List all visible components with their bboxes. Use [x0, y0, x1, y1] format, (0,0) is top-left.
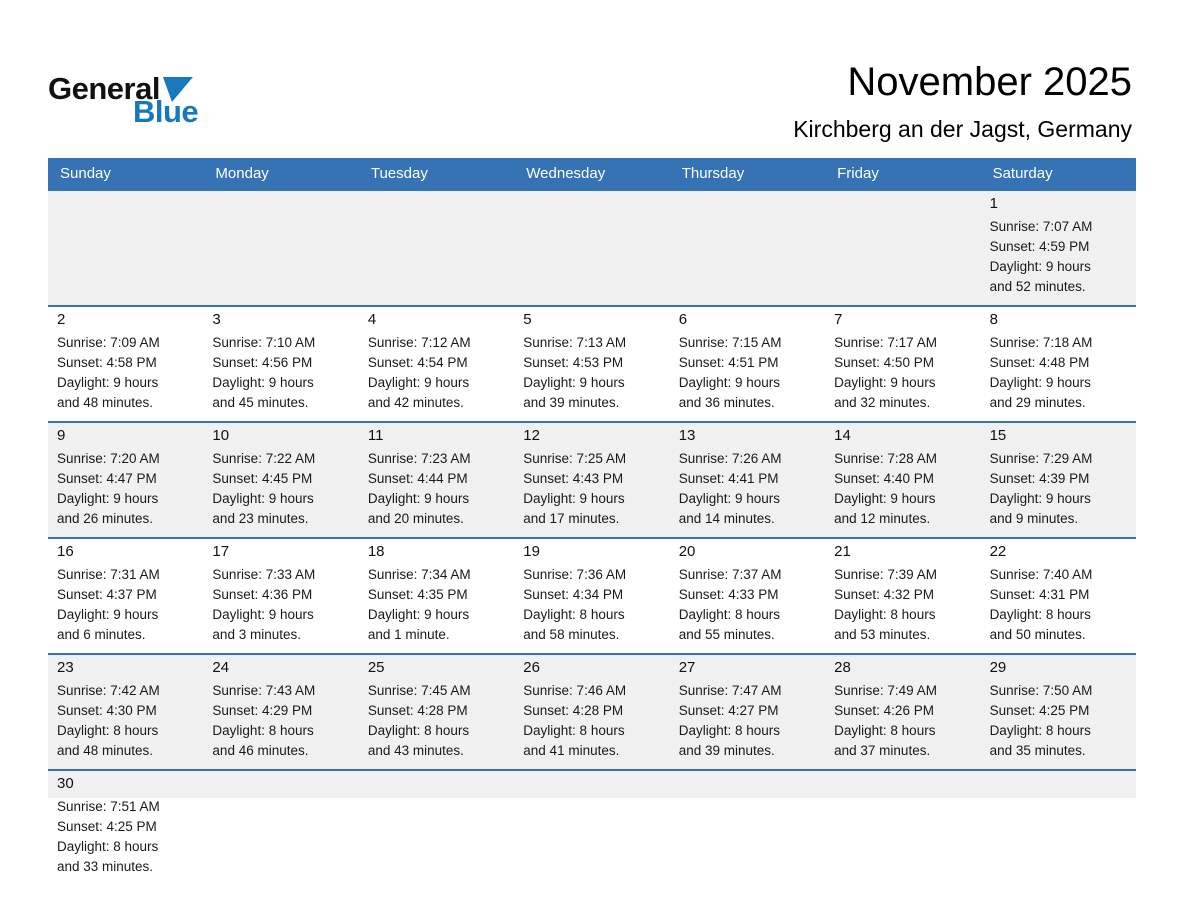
- day-number: 28: [834, 659, 851, 676]
- daylight-text-line2: and 3 minutes.: [212, 627, 301, 642]
- sunrise-text: Sunrise: 7:22 AM: [212, 451, 316, 466]
- empty-cell: [825, 771, 980, 893]
- daylight-text-line2: and 17 minutes.: [523, 511, 620, 526]
- day-number: 10: [212, 427, 230, 444]
- daylight-text-line2: and 45 minutes.: [212, 395, 309, 410]
- day-cell-19: [514, 539, 669, 653]
- empty-cell: [359, 191, 514, 305]
- day-number: 19: [523, 543, 540, 560]
- sunrise-text: Sunrise: 7:45 AM: [367, 683, 471, 698]
- daylight-text-line2: and 6 minutes.: [57, 627, 146, 642]
- day-cell-16: [48, 539, 203, 653]
- sunset-text: Sunset: 4:37 PM: [57, 587, 157, 602]
- day-number: 24: [212, 659, 230, 676]
- day-number: 12: [523, 427, 540, 444]
- sunset-text: Sunset: 4:53 PM: [523, 355, 624, 370]
- daylight-text-line1: Daylight: 8 hours: [989, 607, 1091, 622]
- sunset-text: Sunset: 4:36 PM: [212, 587, 313, 602]
- day-number: 27: [678, 659, 696, 676]
- daylight-text-line2: and 14 minutes.: [678, 511, 775, 526]
- day-cell-20: [670, 539, 825, 653]
- daylight-text-line1: Daylight: 9 hours: [57, 375, 159, 390]
- sunset-text: Sunset: 4:48 PM: [989, 355, 1090, 370]
- daylight-text-line1: Daylight: 8 hours: [678, 723, 781, 738]
- daylight-text-line1: Daylight: 9 hours: [989, 259, 1091, 274]
- sunrise-text: Sunrise: 7:47 AM: [678, 683, 782, 698]
- day-number: 29: [989, 659, 1007, 676]
- sunset-text: Sunset: 4:41 PM: [678, 471, 779, 486]
- daylight-text-line1: Daylight: 9 hours: [212, 607, 314, 622]
- sunrise-text: Sunrise: 7:28 AM: [834, 451, 937, 466]
- sunset-text: Sunset: 4:59 PM: [989, 239, 1090, 254]
- day-number: 20: [678, 543, 696, 560]
- daylight-text-line2: and 26 minutes.: [57, 511, 154, 526]
- day-number: 8: [989, 311, 998, 328]
- sunrise-text: Sunrise: 7:40 AM: [989, 567, 1093, 582]
- daylight-text-line1: Daylight: 9 hours: [989, 491, 1091, 506]
- empty-cell: [48, 191, 203, 305]
- daylight-text-line2: and 50 minutes.: [989, 627, 1086, 642]
- daylight-text-line2: and 55 minutes.: [678, 627, 775, 642]
- empty-cell: [203, 191, 358, 305]
- daylight-text-line1: Daylight: 9 hours: [523, 375, 625, 390]
- daylight-text-line1: Daylight: 9 hours: [834, 375, 936, 390]
- day-cell-24: [203, 655, 358, 769]
- day-cell-18: [359, 539, 514, 653]
- sunrise-text: Sunrise: 7:23 AM: [367, 451, 471, 466]
- daylight-text-line2: and 37 minutes.: [834, 743, 931, 758]
- sunset-text: Sunset: 4:30 PM: [57, 703, 157, 718]
- sunrise-text: Sunrise: 7:18 AM: [989, 335, 1093, 350]
- sunrise-text: Sunrise: 7:20 AM: [57, 451, 160, 466]
- daylight-text-line1: Daylight: 8 hours: [523, 607, 625, 622]
- week-row-6: [48, 769, 1136, 893]
- sunset-text: Sunset: 4:54 PM: [367, 355, 468, 370]
- daylight-text-line1: Daylight: 8 hours: [57, 839, 159, 854]
- empty-cell: [670, 191, 825, 305]
- weekday-sunday: Sunday: [60, 165, 111, 182]
- day-cell-26: [514, 655, 669, 769]
- day-number: 21: [834, 543, 851, 560]
- daylight-text-line2: and 32 minutes.: [834, 395, 931, 410]
- sunrise-text: Sunrise: 7:51 AM: [57, 799, 160, 814]
- sunrise-text: Sunrise: 7:13 AM: [523, 335, 627, 350]
- sunrise-text: Sunrise: 7:46 AM: [523, 683, 627, 698]
- weekday-monday: Monday: [215, 165, 269, 182]
- day-cell-4: [359, 307, 514, 421]
- daylight-text-line2: and 33 minutes.: [57, 859, 154, 874]
- day-number: 16: [57, 543, 74, 560]
- daylight-text-line2: and 43 minutes.: [367, 743, 464, 758]
- daylight-text-line1: Daylight: 8 hours: [57, 723, 159, 738]
- day-cell-3: [203, 307, 358, 421]
- logo-text-general: General: [48, 71, 160, 106]
- daylight-text-line1: Daylight: 9 hours: [367, 491, 470, 506]
- day-cell-17: [203, 539, 358, 653]
- daylight-text-line1: Daylight: 9 hours: [212, 375, 314, 390]
- empty-cell: [981, 771, 1136, 893]
- sunset-text: Sunset: 4:32 PM: [834, 587, 934, 602]
- daylight-text-line1: Daylight: 9 hours: [523, 491, 625, 506]
- weekday-friday: Friday: [837, 165, 879, 182]
- sunset-text: Sunset: 4:45 PM: [212, 471, 313, 486]
- day-number: 2: [57, 311, 66, 328]
- daylight-text-line2: and 12 minutes.: [834, 511, 931, 526]
- sunset-text: Sunset: 4:29 PM: [212, 703, 313, 718]
- sunrise-text: Sunrise: 7:50 AM: [989, 683, 1093, 698]
- daylight-text-line1: Daylight: 9 hours: [367, 607, 470, 622]
- day-cell-12: [514, 423, 669, 537]
- day-cell-21: [825, 539, 980, 653]
- sunrise-text: Sunrise: 7:10 AM: [212, 335, 316, 350]
- sunrise-text: Sunrise: 7:42 AM: [57, 683, 160, 698]
- day-cell-28: [825, 655, 980, 769]
- daylight-text-line1: Daylight: 9 hours: [678, 375, 781, 390]
- daylight-text-line2: and 35 minutes.: [989, 743, 1086, 758]
- sunset-text: Sunset: 4:28 PM: [523, 703, 624, 718]
- daylight-text-line2: and 23 minutes.: [212, 511, 309, 526]
- daylight-text-line2: and 48 minutes.: [57, 743, 154, 758]
- day-number: 17: [212, 543, 230, 560]
- sunset-text: Sunset: 4:28 PM: [367, 703, 468, 718]
- page-title: November 2025: [847, 60, 1132, 104]
- daylight-text-line2: and 20 minutes.: [367, 511, 464, 526]
- empty-cell: [514, 191, 669, 305]
- sunrise-text: Sunrise: 7:17 AM: [834, 335, 937, 350]
- daylight-text-line2: and 39 minutes.: [678, 743, 775, 758]
- day-number: 3: [212, 311, 221, 328]
- weekday-header-row: [48, 158, 1136, 189]
- day-cell-5: [514, 307, 669, 421]
- sunrise-text: Sunrise: 7:15 AM: [678, 335, 782, 350]
- daylight-text-line1: Daylight: 9 hours: [678, 491, 781, 506]
- day-cell-11: [359, 423, 514, 537]
- day-number: 7: [834, 311, 843, 328]
- weekday-tuesday: Tuesday: [370, 165, 428, 182]
- daylight-text-line1: Daylight: 8 hours: [367, 723, 470, 738]
- day-number: 14: [834, 427, 851, 444]
- sunrise-text: Sunrise: 7:29 AM: [989, 451, 1093, 466]
- day-cell-15: [981, 423, 1136, 537]
- day-number: 18: [367, 543, 385, 560]
- sunrise-text: Sunrise: 7:12 AM: [367, 335, 471, 350]
- sunrise-text: Sunrise: 7:31 AM: [57, 567, 160, 582]
- daylight-text-line2: and 39 minutes.: [523, 395, 620, 410]
- sunrise-text: Sunrise: 7:26 AM: [678, 451, 782, 466]
- daylight-text-line2: and 53 minutes.: [834, 627, 931, 642]
- day-cell-7: [825, 307, 980, 421]
- daylight-text-line2: and 48 minutes.: [57, 395, 154, 410]
- sunset-text: Sunset: 4:50 PM: [834, 355, 934, 370]
- sunset-text: Sunset: 4:35 PM: [367, 587, 468, 602]
- day-cell-2: [48, 307, 203, 421]
- sunset-text: Sunset: 4:25 PM: [989, 703, 1090, 718]
- day-cell-1: [981, 191, 1136, 305]
- daylight-text-line2: and 58 minutes.: [523, 627, 620, 642]
- week-row-1: [48, 189, 1136, 305]
- day-number: 11: [367, 427, 384, 444]
- sunset-text: Sunset: 4:40 PM: [834, 471, 934, 486]
- daylight-text-line1: Daylight: 8 hours: [523, 723, 625, 738]
- sunset-text: Sunset: 4:33 PM: [678, 587, 779, 602]
- sunset-text: Sunset: 4:27 PM: [678, 703, 779, 718]
- day-number: 25: [367, 659, 385, 676]
- daylight-text-line1: Daylight: 8 hours: [989, 723, 1091, 738]
- day-number: 6: [678, 311, 688, 328]
- daylight-text-line2: and 1 minute.: [367, 627, 450, 642]
- day-cell-23: [48, 655, 203, 769]
- empty-cell: [825, 191, 980, 305]
- daylight-text-line1: Daylight: 8 hours: [678, 607, 781, 622]
- daylight-text-line1: Daylight: 8 hours: [834, 723, 936, 738]
- daylight-text-line1: Daylight: 9 hours: [834, 491, 936, 506]
- day-number: 26: [523, 659, 540, 676]
- sunset-text: Sunset: 4:51 PM: [678, 355, 779, 370]
- day-cell-8: [981, 307, 1136, 421]
- sunset-text: Sunset: 4:25 PM: [57, 819, 157, 834]
- sunset-text: Sunset: 4:39 PM: [989, 471, 1090, 486]
- sunrise-text: Sunrise: 7:36 AM: [523, 567, 627, 582]
- empty-cell: [670, 771, 825, 893]
- day-number: 30: [57, 775, 74, 792]
- day-cell-27: [670, 655, 825, 769]
- sunrise-text: Sunrise: 7:34 AM: [367, 567, 471, 582]
- weekday-saturday: Saturday: [992, 165, 1053, 182]
- logo-text-blue: Blue: [133, 94, 199, 129]
- day-number: 1: [989, 195, 998, 212]
- day-cell-22: [981, 539, 1136, 653]
- empty-cell: [359, 771, 514, 893]
- daylight-text-line1: Daylight: 8 hours: [834, 607, 936, 622]
- daylight-text-line2: and 36 minutes.: [678, 395, 775, 410]
- daylight-text-line1: Daylight: 9 hours: [212, 491, 314, 506]
- day-number: 13: [678, 427, 696, 444]
- daylight-text-line1: Daylight: 9 hours: [989, 375, 1091, 390]
- weekday-wednesday: Wednesday: [526, 165, 606, 182]
- day-number: 4: [367, 311, 377, 328]
- daylight-text-line1: Daylight: 8 hours: [212, 723, 314, 738]
- day-number: 22: [989, 543, 1007, 560]
- day-cell-13: [670, 423, 825, 537]
- daylight-text-line2: and 42 minutes.: [367, 395, 464, 410]
- sunrise-text: Sunrise: 7:33 AM: [212, 567, 316, 582]
- sunrise-text: Sunrise: 7:37 AM: [678, 567, 782, 582]
- daylight-text-line2: and 29 minutes.: [989, 395, 1086, 410]
- week-row-5: [48, 653, 1136, 769]
- day-number: 5: [523, 311, 532, 328]
- calendar: [48, 158, 1136, 893]
- daylight-text-line1: Daylight: 9 hours: [367, 375, 470, 390]
- day-cell-29: [981, 655, 1136, 769]
- page-subtitle: Kirchberg an der Jagst, Germany: [793, 116, 1132, 142]
- sunset-text: Sunset: 4:56 PM: [212, 355, 313, 370]
- sunrise-text: Sunrise: 7:39 AM: [834, 567, 937, 582]
- empty-cell: [203, 771, 358, 893]
- sunset-text: Sunset: 4:58 PM: [57, 355, 157, 370]
- empty-cell: [514, 771, 669, 893]
- day-cell-6: [670, 307, 825, 421]
- sunset-text: Sunset: 4:47 PM: [57, 471, 157, 486]
- sunset-text: Sunset: 4:43 PM: [523, 471, 624, 486]
- daylight-text-line2: and 41 minutes.: [523, 743, 620, 758]
- day-cell-10: [203, 423, 358, 537]
- sunset-text: Sunset: 4:31 PM: [989, 587, 1090, 602]
- day-cell-9: [48, 423, 203, 537]
- sunset-text: Sunset: 4:34 PM: [523, 587, 624, 602]
- sunrise-text: Sunrise: 7:07 AM: [989, 219, 1093, 234]
- sunrise-text: Sunrise: 7:25 AM: [523, 451, 627, 466]
- sunset-text: Sunset: 4:44 PM: [367, 471, 468, 486]
- weekday-thursday: Thursday: [681, 165, 745, 182]
- sunrise-text: Sunrise: 7:09 AM: [57, 335, 160, 350]
- sunset-text: Sunset: 4:26 PM: [834, 703, 934, 718]
- day-cell-14: [825, 423, 980, 537]
- daylight-text-line2: and 9 minutes.: [989, 511, 1079, 526]
- sunrise-text: Sunrise: 7:49 AM: [834, 683, 937, 698]
- day-number: 9: [57, 427, 66, 444]
- daylight-text-line1: Daylight: 9 hours: [57, 607, 159, 622]
- week-row-3: [48, 421, 1136, 537]
- general-blue-logo: [48, 71, 199, 129]
- daylight-text-line2: and 52 minutes.: [989, 279, 1086, 294]
- sunrise-text: Sunrise: 7:43 AM: [212, 683, 316, 698]
- day-number: 23: [57, 659, 74, 676]
- daylight-text-line1: Daylight: 9 hours: [57, 491, 159, 506]
- day-number: 15: [989, 427, 1007, 444]
- week-row-2: [48, 305, 1136, 421]
- day-cell-30: [48, 771, 203, 893]
- day-cell-25: [359, 655, 514, 769]
- daylight-text-line2: and 46 minutes.: [212, 743, 309, 758]
- week-row-4: [48, 537, 1136, 653]
